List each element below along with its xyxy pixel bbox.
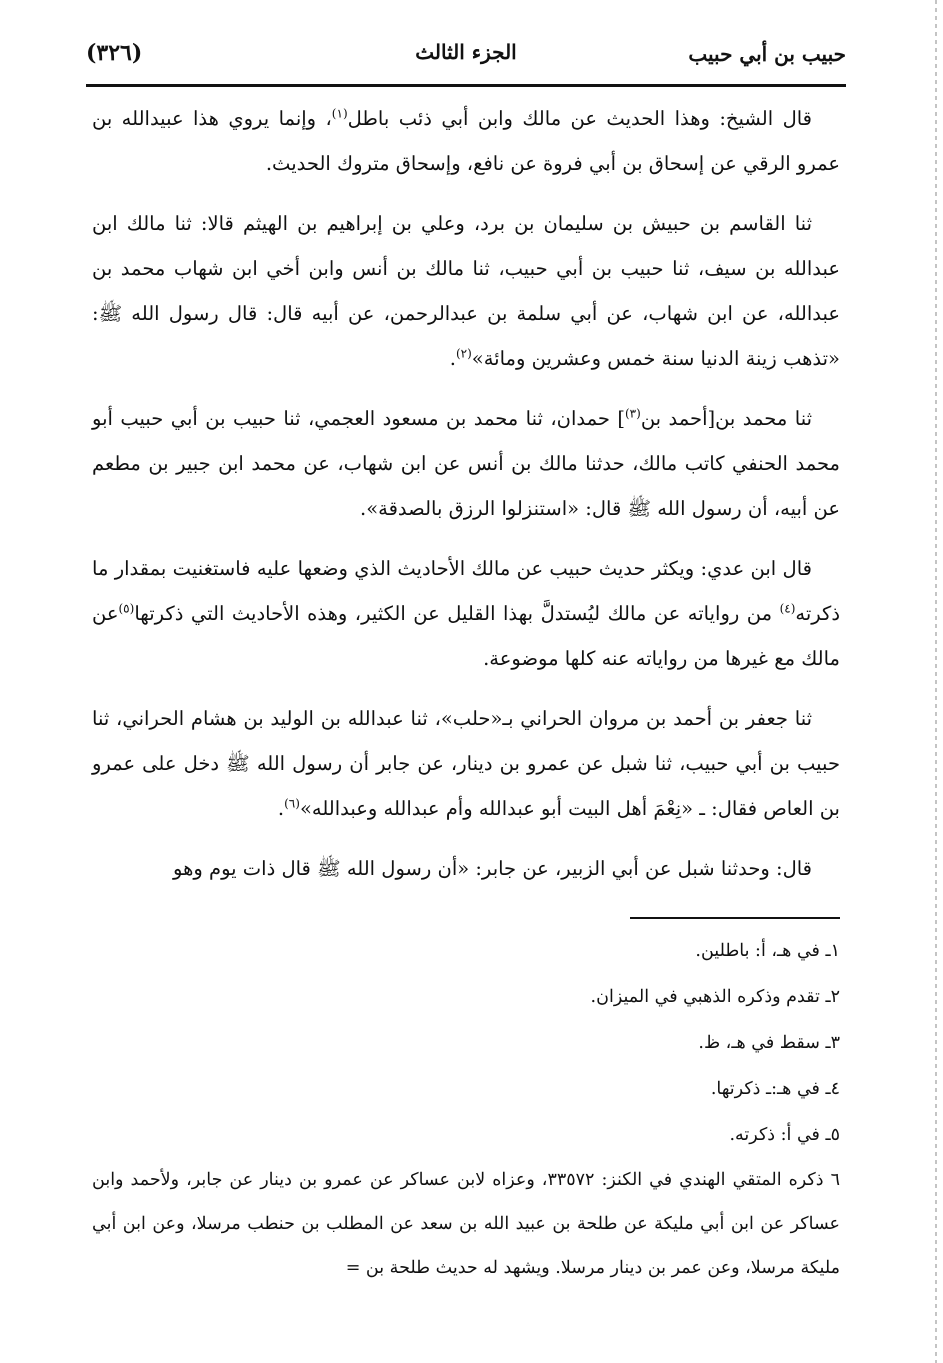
page-header	[86, 30, 846, 86]
paragraph-2	[92, 201, 840, 381]
paragraph-4-text-b: من رواياته عن مالك ليُستدلَّ بهذا القليل عن الكثير، وهذه الأحاديث التي ذكرتها	[134, 602, 780, 625]
page-number: (٣٢٦)	[86, 40, 143, 66]
footnote-6: ٦ ذكره المتقي الهندي في الكنز: ٣٣٥٧٢، وعزاه لابن عساكر عن عمرو بن دينار عن جابر، ولأحمد وابن عساكر عن ابن أبي مليكة عن طلحة بن عبيد الله بن سعد عن المطلب بن حنطب مرسلا، وعن ابن أبي مليكة مرسلا، وعن عمر بن دينار مرسلا. ويشهد له حديث طلحة بن =	[92, 1170, 840, 1278]
paragraph-6: قال: وحدثنا شبل عن أبي الزبير، عن جابر: «أن رسول الله ﷺ قال ذات يوم وهو	[173, 857, 812, 880]
footnote-5: ٥ـ في أ: ذكرته.	[729, 1125, 840, 1145]
paragraph-1-text-a: قال الشيخ: وهذا الحديث عن مالك وابن أبي ذئب باطل	[347, 107, 812, 130]
paragraph-1	[92, 96, 840, 186]
paragraph-2-text-a: ثنا القاسم بن حبيش بن سليمان بن برد، وعلي بن إبراهيم بن الهيثم قالا: ثنا مالك ابن عبدالله بن سيف، ثنا حبيب بن أبي حبيب، ثنا مالك بن أنس وابن أخي ابن شهاب محمد بن عبدالله، عن ابن شهاب، عن أبي سلمة بن عبدالرحمن، عن أبيه قال: قال رسول الله ﷺ: «تذهب زينة الدنيا سنة خمس وعشرين ومائة»	[92, 212, 840, 370]
footnotes	[92, 928, 840, 1290]
footnote-3: ٣ـ سقط في هـ، ظ.	[698, 1033, 840, 1053]
main-text	[92, 96, 840, 906]
header-rule	[86, 84, 846, 87]
footnote-marker-3: (٣)	[624, 406, 641, 421]
volume-part: الجزء الثالث	[415, 40, 517, 64]
paragraph-3-text-a: ثنا محمد بن[أحمد بن	[640, 407, 812, 430]
paragraph-3	[92, 396, 840, 531]
scan-margin-dots	[935, 0, 937, 1363]
footnote-1: ١ـ في هـ، أ: باطلين.	[695, 941, 840, 961]
footnote-4: ٤ـ في هـ:ـ ذكرتها.	[710, 1079, 840, 1099]
footnote-marker-6: (٦)	[284, 796, 300, 811]
entry-name: حبيب بن أبي حبيب	[688, 42, 846, 66]
footnote-2: ٢ـ تقدم وذكره الذهبي في الميزان.	[590, 987, 840, 1007]
paragraph-5-text-a: ثنا جعفر بن أحمد بن مروان الحراني بـ«حلب»، ثنا عبدالله بن الوليد بن هشام الحراني، ثنا حبيب بن أبي حبيب، ثنا شبل عن عمرو بن دينار، عن جابر أن رسول الله ﷺ دخل على عمرو بن العاص فقال: ـ «نِعْمَ أهل البيت أبو عبدالله وأم عبدالله وعبدالله»	[92, 707, 840, 820]
footnote-marker-4: (٤)	[779, 601, 796, 616]
paragraph-5-text-b: .	[277, 797, 285, 820]
footnote-marker-5: (٥)	[118, 601, 135, 616]
footnote-marker-2: (٢)	[455, 346, 472, 361]
footnote-marker-1: (١)	[331, 106, 348, 121]
footnote-rule	[630, 917, 840, 919]
paragraph-4	[92, 546, 840, 681]
paragraph-3-text-b: ] حمدان، ثنا محمد بن مسعود العجمي، ثنا حبيب بن أبي حبيب أبو محمد الحنفي كاتب مالك، حدثنا مالك بن أنس عن ابن شهاب، عن محمد ابن جبير بن مطعم عن أبيه، أن رسول الله ﷺ قال: «استنزلوا الرزق بالصدقة».	[92, 407, 840, 520]
paragraph-2-text-b: .	[449, 347, 456, 370]
paragraph-1-text-b: ، وإنما يروي هذا عبيدالله بن عمرو الرقي عن إسحاق بن أبي فروة عن نافع، وإسحاق متروك الحديث.	[92, 107, 840, 175]
paragraph-4-text-c: عن مالك مع غيرها من رواياته عنه كلها موضوعة.	[92, 602, 840, 670]
paragraph-4-text-a: قال ابن عدي: ويكثر حديث حبيب عن مالك الأحاديث الذي وضعها عليه فاستغنيت بمقدار ما ذكرته	[92, 557, 840, 625]
paragraph-5	[92, 696, 840, 831]
